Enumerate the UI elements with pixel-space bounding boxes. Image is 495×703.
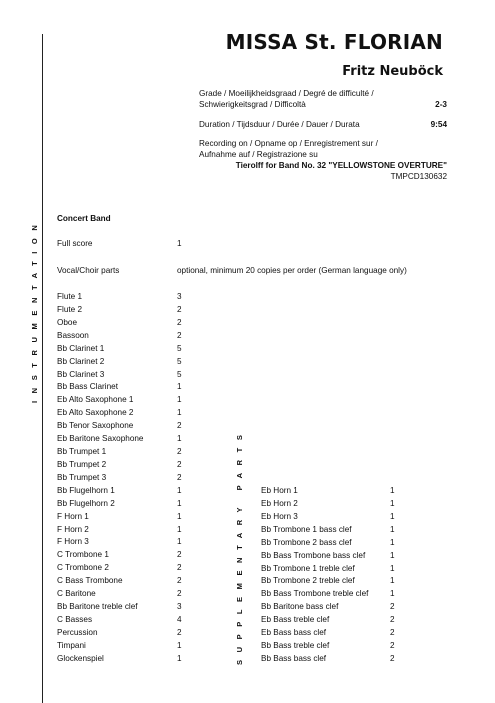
full-score-name: Full score xyxy=(57,239,93,248)
supplementary-part-qty: 2 xyxy=(390,628,395,638)
supplementary-parts-side-label: SUPPLEMENTARY PARTS xyxy=(235,427,244,665)
instrument-name: Flute 1 xyxy=(57,292,83,301)
instrument-qty: 2 xyxy=(177,447,182,457)
instrument-qty: 1 xyxy=(177,640,182,650)
vocal-parts-qty: optional, minimum 20 copies per order (German language only) xyxy=(177,266,407,275)
supplementary-part-qty: 2 xyxy=(390,653,395,663)
instrument-name: Bb Flugelhorn 1 xyxy=(57,485,115,495)
instrument-qty: 2 xyxy=(177,576,182,586)
instrument-qty: 2 xyxy=(177,550,182,560)
instrument-qty: 2 xyxy=(177,330,182,340)
instrument-name: C Basses xyxy=(57,615,93,624)
recording-line-1: Recording on / Opname op / Enregistrement sur / xyxy=(199,139,378,148)
supplementary-part-name: Bb Bass Trombone treble clef xyxy=(261,589,369,599)
instrument-name: F Horn 2 xyxy=(57,524,89,534)
instrument-qty: 4 xyxy=(177,615,182,624)
instrument-name: Bb Trumpet 3 xyxy=(57,472,107,482)
instrument-name: C Trombone 2 xyxy=(57,563,109,573)
instrument-name: Bb Trumpet 1 xyxy=(57,447,107,457)
supplementary-part-qty: 1 xyxy=(390,589,395,599)
instrument-name: Bb Clarinet 3 xyxy=(57,369,105,379)
instrument-name: C Bass Trombone xyxy=(57,576,123,586)
instrument-qty: 1 xyxy=(177,511,182,521)
instrument-qty: 5 xyxy=(177,356,182,366)
grade-block xyxy=(199,88,447,110)
section-title: Concert Band xyxy=(57,214,111,223)
instrument-qty: 5 xyxy=(177,343,182,353)
supplementary-part-name: Bb Trombone 1 treble clef xyxy=(261,563,355,573)
instrument-name: C Baritone xyxy=(57,589,96,599)
instrument-qty: 1 xyxy=(177,408,182,418)
instrument-name: Flute 2 xyxy=(57,304,83,314)
supplementary-part-qty: 2 xyxy=(390,641,395,651)
instrument-name: Bb Trumpet 2 xyxy=(57,459,107,469)
instrument-name: Bb Clarinet 1 xyxy=(57,343,105,353)
instrument-name: F Horn 3 xyxy=(57,537,89,547)
grade-label-line-2: Schwierigkeitsgrad / Difficoltà xyxy=(199,100,306,109)
supplementary-part-name: Bb Baritone bass clef xyxy=(261,602,339,612)
supplementary-part-name: Eb Horn 3 xyxy=(261,511,298,521)
supplementary-part-name: Eb Horn 2 xyxy=(261,498,298,508)
instrument-qty: 2 xyxy=(177,627,182,637)
supplementary-part-qty: 1 xyxy=(390,563,395,573)
supplementary-part-name: Bb Trombone 1 bass clef xyxy=(261,524,352,534)
supplementary-part-qty: 1 xyxy=(390,511,395,521)
supplementary-part-name: Bb Bass Trombone bass clef xyxy=(261,550,366,560)
supplementary-part-qty: 1 xyxy=(390,537,395,547)
supplementary-part-qty: 1 xyxy=(390,550,395,560)
instrument-qty: 1 xyxy=(177,524,182,534)
instrument-qty: 1 xyxy=(177,395,182,405)
instrument-name: Eb Alto Saxophone 2 xyxy=(57,408,134,418)
recording-block xyxy=(199,138,447,182)
instrument-name: Bb Clarinet 2 xyxy=(57,356,105,366)
instrument-qty: 5 xyxy=(177,369,182,379)
instrument-qty: 2 xyxy=(177,304,182,314)
vocal-parts-name: Vocal/Choir parts xyxy=(57,266,120,275)
instrument-qty: 2 xyxy=(177,459,182,469)
instrument-name: Bb Bass Clarinet xyxy=(57,382,118,392)
instrument-qty: 1 xyxy=(177,485,182,495)
grade-value: 2-3 xyxy=(435,100,447,109)
duration-block xyxy=(199,119,447,130)
instrument-name: F Horn 1 xyxy=(57,511,89,521)
supplementary-part-qty: 1 xyxy=(390,498,395,508)
instrumentation-side-label: INSTRUMENTATION xyxy=(30,217,39,403)
instrument-qty: 3 xyxy=(177,292,182,301)
instrument-qty: 2 xyxy=(177,472,182,482)
instrument-name: Bb Baritone treble clef xyxy=(57,602,138,612)
composer-name: Fritz Neuböck xyxy=(342,64,443,79)
supplementary-part-name: Eb Bass treble clef xyxy=(261,615,330,625)
instrument-qty: 2 xyxy=(177,589,182,599)
instrument-qty: 1 xyxy=(177,537,182,547)
supplementary-part-qty: 2 xyxy=(390,602,395,612)
supplementary-part-name: Bb Bass bass clef xyxy=(261,653,327,663)
left-rule xyxy=(42,34,43,703)
instrument-name: Bb Tenor Saxophone xyxy=(57,421,134,431)
instrument-qty: 1 xyxy=(177,434,182,444)
recording-catalog-number: TMPCD130632 xyxy=(390,172,447,181)
grade-label-line-1: Grade / Moeilijkheidsgraad / Degré de difficulté / xyxy=(199,89,374,98)
instrument-name: Glockenspiel xyxy=(57,653,104,663)
instrument-name: Timpani xyxy=(57,640,86,650)
instrument-qty: 2 xyxy=(177,563,182,573)
supplementary-part-qty: 1 xyxy=(390,576,395,586)
page-title: MISSA St. FLORIAN xyxy=(225,30,443,54)
instrument-qty: 1 xyxy=(177,498,182,508)
supplementary-part-qty: 2 xyxy=(390,615,395,625)
supplementary-part-name: Bb Trombone 2 bass clef xyxy=(261,537,352,547)
instrument-name: Eb Alto Saxophone 1 xyxy=(57,395,134,405)
supplementary-part-name: Eb Horn 1 xyxy=(261,486,298,495)
instrument-qty: 1 xyxy=(177,382,182,392)
instrument-name: Bassoon xyxy=(57,330,89,340)
instrument-qty: 3 xyxy=(177,602,182,612)
full-score-row xyxy=(57,239,93,249)
full-score-qty: 1 xyxy=(177,239,182,248)
duration-label: Duration / Tijdsduur / Durée / Dauer / Durata xyxy=(199,120,360,129)
instrument-qty: 1 xyxy=(177,653,182,663)
supplementary-part-qty: 1 xyxy=(390,486,395,495)
supplementary-part-qty: 1 xyxy=(390,524,395,534)
recording-line-2: Aufnahme auf / Registrazione su xyxy=(199,150,318,159)
supplementary-part-name: Bb Trombone 2 treble clef xyxy=(261,576,355,586)
instrument-qty: 2 xyxy=(177,421,182,431)
instrument-name: Eb Baritone Saxophone xyxy=(57,434,144,444)
instrument-name: Percussion xyxy=(57,627,98,637)
instrument-name: Oboe xyxy=(57,317,78,327)
duration-value: 9:54 xyxy=(430,120,447,129)
supplementary-part-name: Bb Bass treble clef xyxy=(261,641,330,651)
supplementary-part-name: Eb Bass bass clef xyxy=(261,628,327,638)
instrument-name: C Trombone 1 xyxy=(57,550,109,560)
recording-album: Tierolff for Band No. 32 "YELLOWSTONE OVERTURE" xyxy=(235,161,447,170)
instrument-qty: 2 xyxy=(177,317,182,327)
instrument-name: Bb Flugelhorn 2 xyxy=(57,498,115,508)
